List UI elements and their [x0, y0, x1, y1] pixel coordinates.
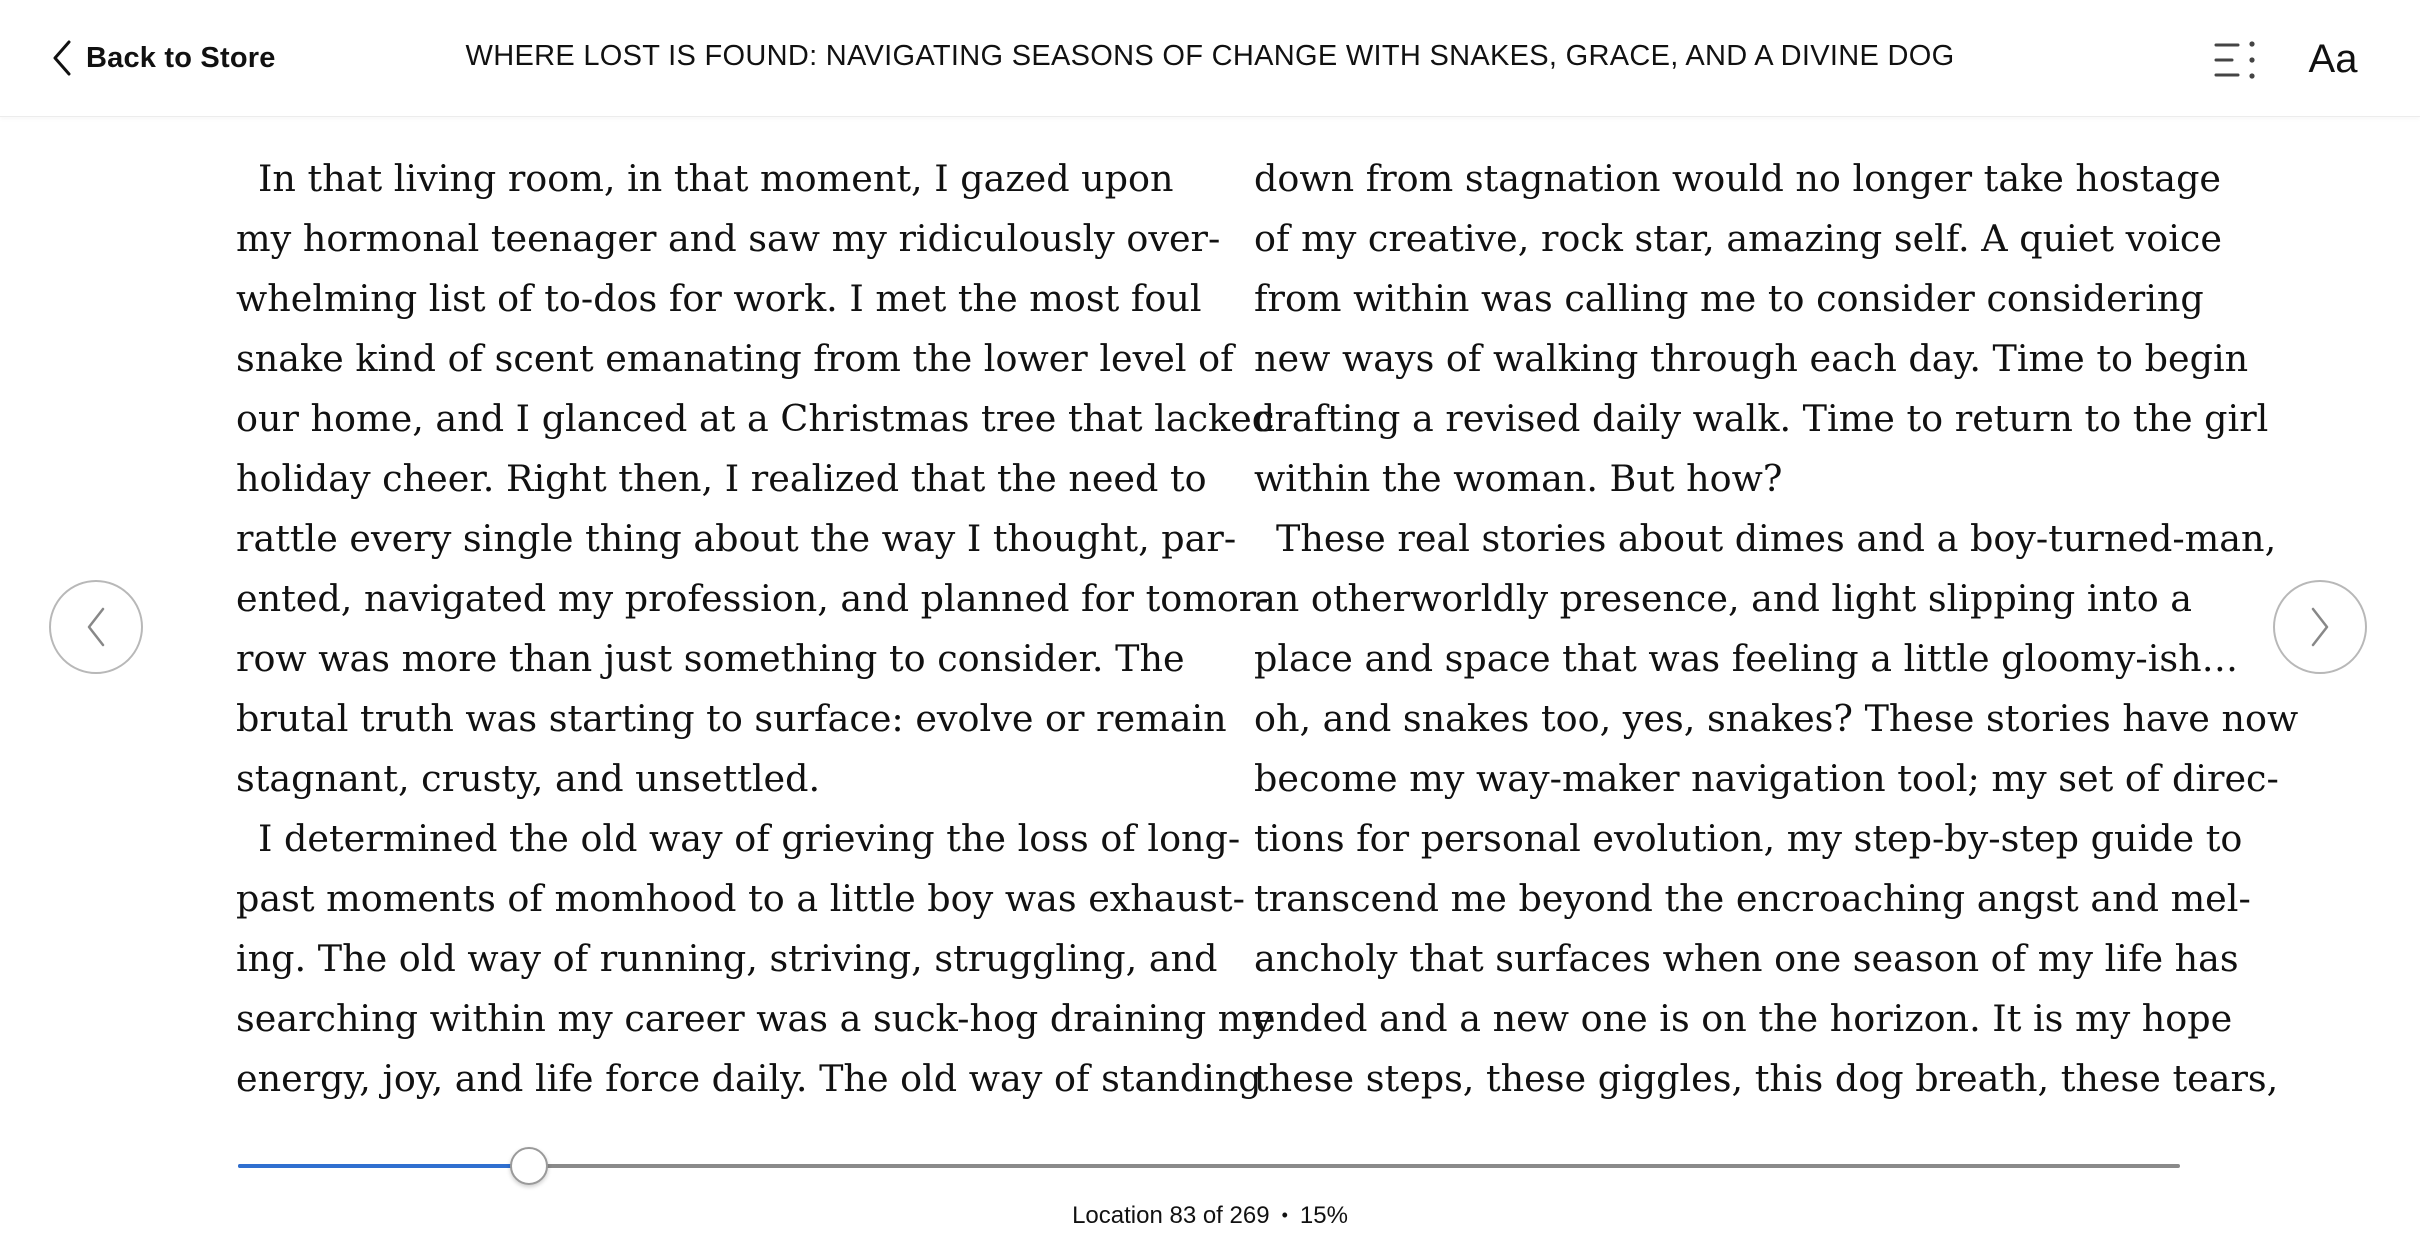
text-line: stagnant, crusty, and unsettled.	[236, 757, 821, 800]
text-line: within the woman. But how?	[1254, 457, 1783, 500]
text-line: brutal truth was starting to surface: evolve or remain	[236, 697, 1227, 740]
table-of-contents-button[interactable]	[2212, 38, 2262, 84]
text-line: new ways of walking through each day. Time to begin	[1254, 337, 2249, 380]
text-line: row was more than just something to consider. The	[236, 637, 1185, 680]
text-line: an otherworldly presence, and light slipping into a	[1254, 577, 2193, 620]
text-line: tions for personal evolution, my step-by-step guide to	[1254, 817, 2243, 860]
text-line: from within was calling me to consider considering	[1254, 277, 2204, 320]
back-to-store-button[interactable]	[52, 36, 276, 80]
text-line: down from stagnation would no longer take hostage	[1254, 157, 2222, 200]
location-text: Location 83 of 269	[1072, 1202, 1270, 1229]
text-line: whelming list of to-dos for work. I met the most foul	[236, 277, 1202, 320]
previous-page-button[interactable]	[49, 580, 143, 674]
progress-fill	[238, 1164, 529, 1168]
reader-header	[0, 0, 2420, 117]
text-line: become my way-maker navigation tool; my set of direc-	[1254, 757, 2279, 800]
text-line: energy, joy, and life force daily. The old way of standing	[236, 1057, 1262, 1100]
text-line: place and space that was feeling a little gloomy-ish…	[1254, 637, 2239, 680]
text-line: ing. The old way of running, striving, struggling, and	[236, 937, 1218, 980]
reading-location-status	[0, 1202, 2420, 1230]
text-line: oh, and snakes too, yes, snakes? These stories have now	[1254, 697, 2299, 740]
text-line: ancholy that surfaces when one season of my life has	[1254, 937, 2239, 980]
percent-text: 15%	[1299, 1202, 1348, 1229]
text-line: rattle every single thing about the way I thought, par-	[236, 517, 1237, 560]
text-line: ended and a new one is on the horizon. It is my hope	[1254, 997, 2233, 1040]
text-line: crafting a revised daily walk. Time to return to the girl	[1254, 397, 2269, 440]
table-of-contents-icon	[2212, 38, 2262, 84]
chevron-left-icon	[52, 40, 72, 76]
chevron-left-icon	[83, 605, 109, 649]
text-line: my hormonal teenager and saw my ridiculously over-	[236, 217, 1221, 260]
text-line: these steps, these giggles, this dog breath, these tears,	[1254, 1057, 2279, 1100]
text-line: past moments of momhood to a little boy was exhaust-	[236, 877, 1245, 920]
text-line: our home, and I glanced at a Christmas tree that lacked	[236, 397, 1276, 440]
text-line: I determined the old way of grieving the loss of long-	[258, 817, 1241, 860]
chevron-right-icon	[2307, 605, 2333, 649]
font-settings-button[interactable]: Aa	[2308, 37, 2358, 81]
text-line: of my creative, rock star, amazing self. A quiet voice	[1254, 217, 2222, 260]
page-column-left	[236, 149, 1276, 1109]
reading-progress-slider[interactable]	[238, 1150, 2180, 1182]
book-title: WHERE LOST IS FOUND: NAVIGATING SEASONS OF CHANGE WITH SNAKES, GRACE, AND A DIVINE DOG	[465, 40, 1955, 72]
text-line: transcend me beyond the encroaching angst and mel-	[1254, 877, 2251, 920]
text-line: These real stories about dimes and a boy-turned-man,	[1276, 517, 2277, 560]
page-column-right	[1254, 149, 2299, 1109]
back-to-store-label: Back to Store	[86, 41, 276, 74]
text-line: holiday cheer. Right then, I realized that the need to	[236, 457, 1207, 500]
text-line: snake kind of scent emanating from the lower level of	[236, 337, 1234, 380]
text-line: In that living room, in that moment, I gazed upon	[258, 157, 1174, 200]
status-separator: •	[1281, 1205, 1288, 1225]
text-line: searching within my career was a suck-hog draining my	[236, 997, 1274, 1040]
next-page-button[interactable]	[2273, 580, 2367, 674]
text-line: ented, navigated my profession, and planned for tomor-	[236, 577, 1269, 620]
progress-thumb[interactable]	[510, 1147, 548, 1185]
